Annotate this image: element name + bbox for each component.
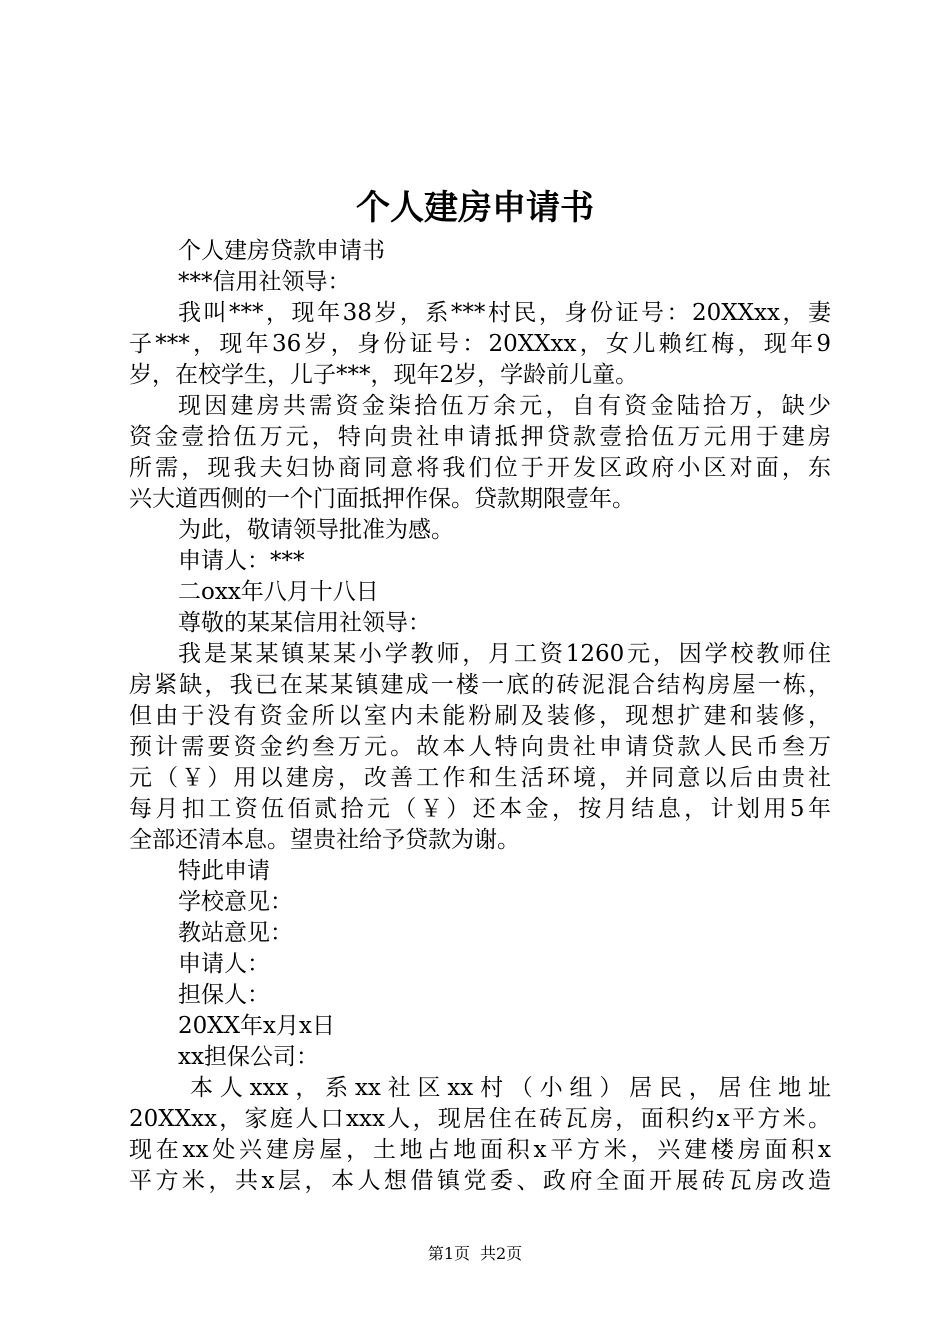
paragraph-line: 特此申请 xyxy=(178,858,270,884)
paragraph-line: 全部还清本息。望贵社给予贷款为谢。 xyxy=(129,827,520,853)
paragraph-line: ***信用社领导： xyxy=(178,269,351,295)
paragraph-line: 20XXxx，家庭人口xxx人，现居住在砖瓦房，面积约x平方米。 xyxy=(129,1106,831,1132)
paragraph-line: 兴大道西侧的一个门面抵押作保。贷款期限壹年。 xyxy=(129,486,635,512)
paragraph-line: 所需，现我夫妇协商同意将我们位于开发区政府小区对面，东 xyxy=(129,455,831,481)
paragraph-line: 每月扣工资伍佰贰拾元（￥）还本金，按月结息，计划用5年 xyxy=(129,796,831,822)
paragraph-line: 资金壹拾伍万元，特向贵社申请抵押贷款壹拾伍万元用于建房 xyxy=(129,424,831,450)
paragraph-line: 担保人： xyxy=(178,982,270,1008)
paragraph-line: 为此，敬请领导批准为感。 xyxy=(178,517,454,543)
paragraph-line: 20XX年x月x日 xyxy=(178,1013,335,1039)
page-footer xyxy=(0,1242,950,1266)
paragraph-line: 学校意见： xyxy=(178,889,293,915)
paragraph-line: 但由于没有资金所以室内未能粉刷及装修，现想扩建和装修， xyxy=(129,703,831,729)
paragraph-line: xx担保公司： xyxy=(178,1044,319,1070)
paragraph-line: 个人建房贷款申请书 xyxy=(178,238,385,264)
paragraph-line: 二oxx年八月十八日 xyxy=(178,579,379,605)
paragraph-line: 申请人： xyxy=(178,951,270,977)
paragraph-line: 本人xxx，系xx社区xx村（小组）居民，居住地址 xyxy=(190,1075,831,1101)
paragraph-line: 平方米，共x层，本人想借镇党委、政府全面开展砖瓦房改造 xyxy=(129,1168,831,1194)
page-title: 个人建房申请书 xyxy=(356,188,594,228)
document-body xyxy=(129,236,831,1197)
paragraph-line: 我叫***，现年38岁，系***村民，身份证号：20XXxx，妻 xyxy=(178,300,831,326)
page-number: 第1页 xyxy=(427,1244,470,1263)
paragraph-line: 岁，在校学生，儿子***，现年2岁，学龄前儿童。 xyxy=(129,362,639,388)
paragraph-line: 预计需要资金约叁万元。故本人特向贵社申请贷款人民币叁万 xyxy=(129,734,831,760)
paragraph-line: 我是某某镇某某小学教师，月工资1260元，因学校教师住 xyxy=(178,641,831,667)
paragraph-line: 房紧缺，我已在某某镇建成一楼一底的砖泥混合结构房屋一栋， xyxy=(129,672,831,698)
paragraph-line: 元（￥）用以建房，改善工作和生活环境，并同意以后由贵社 xyxy=(129,765,831,791)
paragraph-line: 子***，现年36岁，身份证号：20XXxx，女儿赖红梅，现年9 xyxy=(129,331,831,357)
paragraph-line: 现在xx处兴建房屋，土地占地面积x平方米，兴建楼房面积x xyxy=(129,1137,831,1163)
paragraph-line: 申请人：*** xyxy=(178,548,305,574)
page-total: 共2页 xyxy=(480,1244,523,1263)
paragraph-line: 教站意见： xyxy=(178,920,293,946)
paragraph-line: 尊敬的某某信用社领导： xyxy=(178,610,431,636)
paragraph-line: 现因建房共需资金柒拾伍万余元，自有资金陆拾万，缺少 xyxy=(178,393,831,419)
